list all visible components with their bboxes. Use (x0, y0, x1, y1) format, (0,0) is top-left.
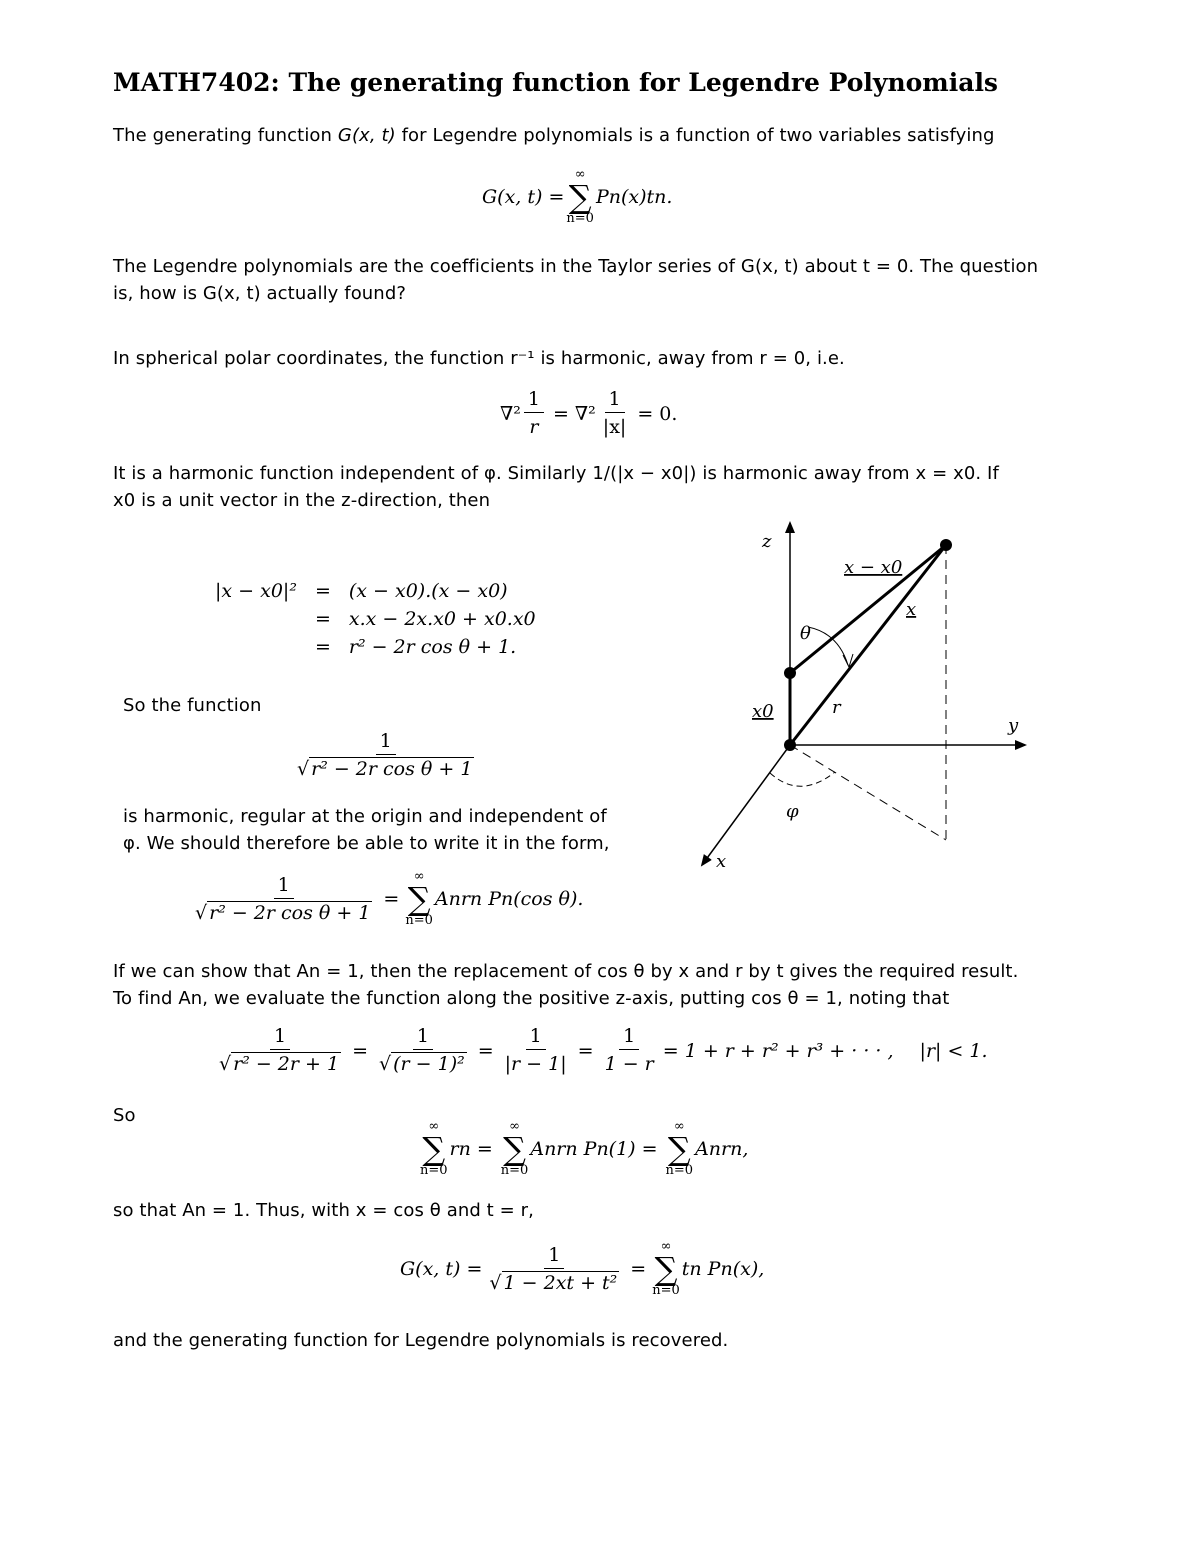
label-r: r (832, 697, 841, 718)
paragraph-conclusion: and the generating function for Legendre polynomials is recovered. (113, 1330, 729, 1351)
text: = (630, 1258, 647, 1280)
text: |x − x0|² (215, 580, 297, 602)
sum-symbol: ∞ ∑ n=0 (500, 1119, 529, 1178)
x-point (940, 539, 952, 551)
text: Anrn Pn(1) (530, 1138, 636, 1160)
origin-point (784, 739, 796, 751)
text: The generating function (113, 125, 338, 146)
label-phi: φ (786, 801, 799, 822)
paragraph-replacement (113, 958, 1018, 1012)
text-line: To find An, we evaluate the function along the positive z-axis, putting cos θ = 1, noting that (113, 988, 950, 1009)
theta-arc (808, 627, 848, 665)
label-z: z (762, 531, 772, 552)
label-x: x (716, 851, 727, 872)
fraction: $\frac{1}{\text{√ r² − 2r + 1}}$ (219, 1025, 340, 1075)
fraction: $\frac{1}{\text{√ (r − 1)²}}$ (379, 1025, 465, 1075)
text-line: x0 is a unit vector in the z-direction, then (113, 490, 491, 511)
spherical-coordinates-figure (690, 515, 1040, 875)
text: |r| < 1. (919, 1039, 988, 1062)
text-line: The Legendre polynomials are the coefficients in the Taylor series of G(x, t) about t = 0. The question (113, 256, 1039, 277)
label-vector-x: x (906, 599, 917, 620)
text: rn (449, 1138, 471, 1160)
text: Anrn, (695, 1138, 749, 1160)
sum-symbol: ∞ ∑ n=0 (405, 869, 433, 928)
paragraph-taylor (113, 253, 1038, 307)
paragraph-spherical: In spherical polar coordinates, the function r⁻¹ is harmonic, away from r = 0, i.e. (113, 348, 845, 369)
page-title: MATH7402: The generating function for Legendre Polynomials (113, 68, 999, 97)
phi-arc (770, 772, 835, 786)
text-line: If we can show that An = 1, then the replacement of cos θ by x and r by t gives the required result. (113, 961, 1019, 982)
text: (x − x0).(x − x0) (348, 580, 508, 602)
text-line: It is a harmonic function independent of φ. Similarly 1/(|x − x0|) is harmonic away from x = x0. If (113, 463, 999, 484)
text: = (314, 608, 331, 630)
text: = (314, 636, 331, 658)
text: for Legendre polynomials is a function of two variables satisfying (395, 125, 995, 146)
paragraph-intro (113, 122, 995, 149)
label-y: y (1008, 715, 1019, 736)
text: = 1 + r + r² + r³ + · · · , (662, 1039, 894, 1062)
fraction: $\frac{1}{\text{√ 1 − 2xt + t²}}$ (489, 1243, 618, 1294)
sum-symbol: ∞ ∑ n=0 (665, 1119, 694, 1178)
text: G(x, t) = (482, 186, 565, 208)
paragraph-harmonic (113, 460, 999, 514)
equation-array (215, 580, 536, 658)
projection-diagonal (790, 745, 946, 840)
text (215, 636, 297, 658)
equation-inverse-distance (290, 730, 481, 781)
fraction: $\frac{1}{|x|}$ (602, 388, 627, 438)
paragraph-so: So (113, 1105, 136, 1126)
text: = (383, 888, 400, 910)
fraction: $\frac{1}{1 - r}$ (604, 1025, 654, 1075)
text: ∇² (574, 402, 596, 425)
equation-generating-sum (482, 168, 672, 226)
equation-result (400, 1240, 764, 1298)
fraction: $\frac{1}{\text{√ r² − 2r cos θ + 1}}$ (195, 873, 371, 924)
text: G(x, t) (337, 125, 396, 146)
x-axis (702, 745, 790, 865)
text-line: φ. We should therefore be able to write it in the form, (123, 833, 610, 854)
text: tn Pn(x), (681, 1258, 765, 1280)
text: G(x, t) = (400, 1258, 483, 1280)
text: ∇² (500, 402, 521, 425)
sum-symbol: ∞ ∑ n=0 (566, 167, 594, 226)
text: = (314, 580, 331, 602)
fraction: $\frac{1}{r}$ (524, 388, 544, 439)
text (215, 608, 297, 630)
paragraph-thus: so that An = 1. Thus, with x = cos θ and t = r, (113, 1200, 534, 1221)
text: = (552, 402, 569, 425)
label-theta: θ (800, 623, 811, 644)
paragraph-regular (123, 803, 610, 857)
text: = 0. (637, 402, 678, 425)
x0-point (784, 667, 796, 679)
label-vector-diff: x − x0 (844, 557, 903, 578)
sum-symbol: ∞ ∑ n=0 (652, 1239, 680, 1298)
text-line: is harmonic, regular at the origin and independent of (123, 806, 607, 827)
fraction: $\frac{1}{\text{√ r² − 2r cos θ + 1}}$ (297, 730, 473, 780)
label-vector-x0: x0 (752, 701, 774, 722)
paragraph-so-function: So the function (123, 695, 262, 716)
text-line: is, how is G(x, t) actually found? (113, 283, 406, 304)
equation-series-compare: ∞ ∑ n=0 rn = ∞ ∑ n=0 Anrn Pn(1) = ∞ ∑ n=0 Anrn, (420, 1119, 749, 1178)
text: Anrn Pn(cos θ). (434, 888, 584, 910)
equation-expansion (188, 870, 583, 928)
sum-symbol: ∞ ∑ n=0 (420, 1119, 448, 1178)
equation-z-axis: $\frac{1}{\text{√ r² − 2r + 1}}$ = $\frac{1}{\text{√ (r − 1)²}}$ = $\frac{1}{|r - 1|}$ = $\frac{1}{1 - r}$ = 1 + r + r² + r³ + · · · , |r| < 1. (212, 1025, 988, 1076)
fraction: $\frac{1}{|r - 1|}$ (504, 1025, 567, 1075)
equation-laplacian (500, 388, 677, 439)
text: x.x − 2x.x0 + x0.x0 (348, 608, 536, 630)
text: r² − 2r cos θ + 1. (348, 636, 517, 658)
text: Pn(x)tn. (595, 186, 673, 208)
